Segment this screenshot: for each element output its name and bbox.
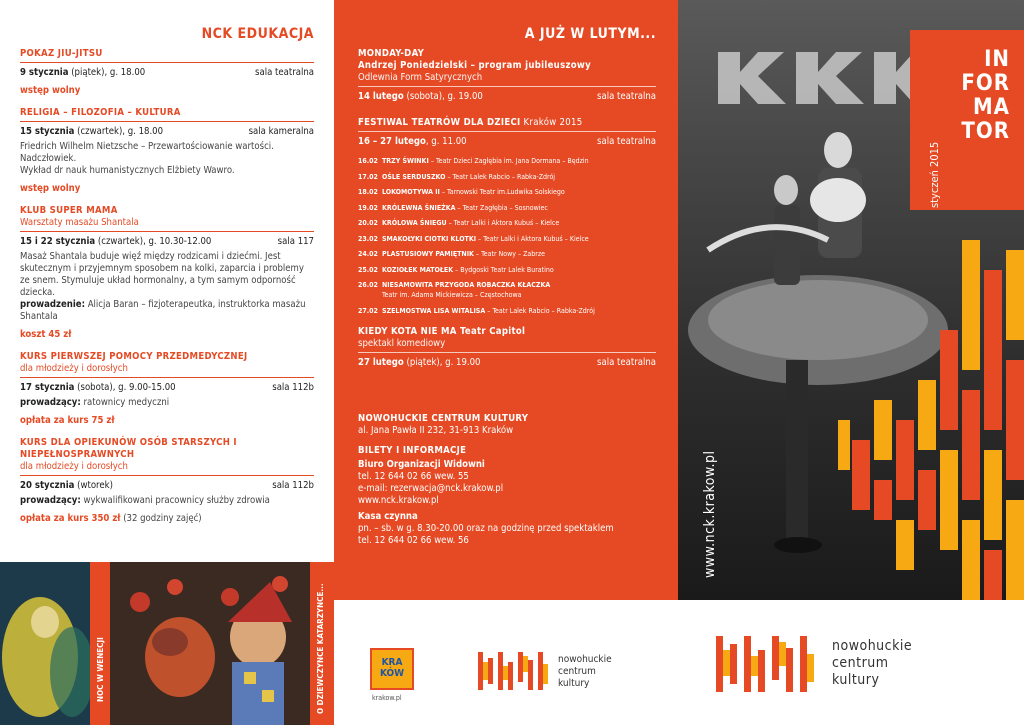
section-religia bbox=[20, 107, 314, 195]
festival-event-text bbox=[382, 187, 565, 197]
logos-strip bbox=[334, 600, 678, 725]
event-price: wstęp wolny bbox=[20, 85, 81, 96]
cash-desk-hours: pn. – sb. w g. 8.30-20.00 oraz na godzinę przed spektaklem bbox=[358, 522, 614, 534]
festival-event-row bbox=[358, 249, 656, 259]
price-note: (32 godziny zajęć) bbox=[120, 513, 202, 524]
festival-event-list bbox=[358, 156, 656, 316]
section-date-row bbox=[20, 382, 314, 394]
festival-event-title: KRÓLOWA ŚNIEGU bbox=[382, 219, 447, 227]
nck-logo-large bbox=[716, 636, 824, 692]
event-price: koszt 45 zł bbox=[20, 329, 72, 340]
festival-event-row bbox=[358, 172, 656, 182]
event-date: 27 lutego bbox=[358, 356, 404, 368]
festival-event-text bbox=[382, 218, 559, 228]
section-pierwsza-pomoc bbox=[20, 351, 314, 427]
event-time: (sobota), g. 19.00 bbox=[403, 91, 483, 102]
section-date-row bbox=[20, 236, 314, 248]
section-date-row bbox=[20, 67, 314, 79]
event-price: opłata za kurs 75 zł bbox=[20, 415, 115, 426]
festival-event-title: PLASTUSIOWY PAMIĘTNIK bbox=[382, 250, 474, 258]
box-office-title: Biuro Organizacji Widowni bbox=[358, 458, 485, 470]
box-office-email[interactable]: e-mail: rezerwacja@nck.krakow.pl bbox=[358, 482, 504, 494]
event-room: sala kameralna bbox=[248, 126, 314, 137]
festival-event-theatre: – Teatr Lalek Rabcio – Rabka-Zdrój bbox=[445, 172, 556, 181]
event-time: (piątek), g. 18.00 bbox=[68, 67, 146, 78]
event-price bbox=[20, 513, 314, 525]
event-date: 17 stycznia bbox=[20, 382, 75, 393]
festival-event-title: NIESAMOWITA PRZYGODA ROBACZKA KŁACZKA bbox=[382, 281, 551, 289]
section-festiwal bbox=[358, 117, 656, 316]
festival-event-text bbox=[382, 203, 548, 213]
event-description: Masaż Shantala buduje więź między rodzicami i dziećmi. Jest skutecznym i przyjemnym sposobem na kolki, zaparcia i problemy ze snem. Stymuluje układ hormonalny, a tym samym odporność dziecka. bbox=[20, 251, 304, 298]
theatre-photos bbox=[0, 562, 334, 725]
festival-event-theatre: – Teatr Zagłębia – Sosnowiec bbox=[455, 203, 548, 212]
festival-event-title: LOKOMOTYWA II bbox=[382, 188, 440, 196]
event-room: sala teatralna bbox=[597, 356, 656, 368]
event-time: (piątek), g. 19.00 bbox=[403, 356, 481, 368]
festival-event-row bbox=[358, 265, 656, 275]
informator-line: IN bbox=[984, 47, 1010, 72]
section-kiedy-kota bbox=[358, 326, 656, 369]
tickets-heading: BILETY I INFORMACJE bbox=[358, 444, 467, 456]
section-subtitle: spektakl komediowy bbox=[358, 337, 446, 349]
nck-logo-text: nowohuckie centrum kultury bbox=[832, 638, 913, 688]
event-room: sala 112b bbox=[272, 382, 314, 393]
org-name: NOWOHUCKIE CENTRUM KULTURY bbox=[358, 412, 529, 424]
lead-label: prowadzący: bbox=[20, 495, 81, 506]
box-office-phone: tel. 12 644 02 66 wew. 55 bbox=[358, 470, 469, 482]
section-title: MONDAY-DAY bbox=[358, 48, 425, 59]
section-title: KIEDY KOTA NIE MA Teatr Capitol bbox=[358, 325, 526, 337]
price-value: opłata za kurs 350 zł bbox=[20, 513, 121, 524]
section-opiekunowie bbox=[20, 437, 314, 525]
festival-event-row bbox=[358, 203, 656, 213]
luty-column bbox=[334, 0, 678, 600]
section-title: POKAZ JIU-JITSU bbox=[20, 48, 103, 59]
event-room: sala teatralna bbox=[255, 67, 314, 78]
festival-event-date: 17.02 bbox=[358, 172, 378, 181]
festival-event-date: 16.02 bbox=[358, 157, 378, 165]
section-subtitle: Warsztaty masażu Shantala bbox=[20, 217, 139, 228]
krakow-logo: KRA KÓW bbox=[370, 648, 414, 690]
event-price: wstęp wolny bbox=[20, 183, 81, 194]
festival-title-rest: Kraków 2015 bbox=[520, 117, 583, 128]
festival-event-row bbox=[358, 306, 656, 316]
festival-event-row bbox=[358, 156, 656, 166]
festival-event-title: SMAKOŁYKI CIOTKI KLOTKI bbox=[382, 234, 477, 243]
festival-event-date: 23.02 bbox=[358, 234, 378, 243]
festival-event-title: KOZIOŁEK MATOŁEK bbox=[382, 265, 454, 274]
festival-event-date: 25.02 bbox=[358, 265, 378, 274]
festival-event-theatre: – Teatr Lalki i Aktora Kubuś – Kielce bbox=[446, 219, 560, 227]
festival-event-row bbox=[358, 280, 656, 300]
event-room: sala teatralna bbox=[597, 91, 656, 102]
informator-line: MA bbox=[972, 95, 1010, 120]
section-subtitle: dla młodzieży i dorosłych bbox=[20, 461, 128, 472]
event-time: , g. 11.00 bbox=[425, 136, 467, 147]
festival-event-row bbox=[358, 234, 656, 244]
photo-strip bbox=[0, 562, 334, 725]
section-title: KLUB SUPER MAMA bbox=[20, 205, 118, 216]
section-subtitle: Odlewnia Form Satyrycznych bbox=[358, 72, 483, 83]
festival-event-title: TRZY ŚWINKI bbox=[382, 157, 429, 165]
event-room: sala teatralna bbox=[597, 136, 656, 147]
contact-block bbox=[358, 413, 656, 547]
section-title: KURS DLA OPIEKUNÓW OSÓB STARSZYCH I NIEPEŁNOSPRAWNYCH bbox=[20, 437, 237, 460]
festival-event-theatre: – Teatr Nowy – Zabrze bbox=[473, 250, 546, 258]
event-time: (czwartek), g. 10.30-12.00 bbox=[95, 236, 212, 247]
event-lead bbox=[20, 495, 314, 507]
section-date-row bbox=[358, 91, 656, 103]
event-date: 14 lutego bbox=[358, 91, 404, 102]
nck-logo-small bbox=[478, 652, 552, 690]
festival-event-date: 20.02 bbox=[358, 219, 378, 227]
informator-title bbox=[961, 48, 1010, 144]
festival-event-text bbox=[382, 306, 595, 316]
festival-event-theatre: – Teatr Lalek Rabcio – Rabka-Zdrój bbox=[485, 306, 595, 315]
event-date: 15 i 22 stycznia bbox=[20, 236, 96, 247]
lead-label: prowadzenie: bbox=[20, 299, 85, 310]
cover-panel bbox=[678, 0, 1024, 600]
festival-event-text bbox=[382, 172, 555, 182]
section-date-row bbox=[20, 480, 314, 492]
event-time: (sobota), g. 9.00-15.00 bbox=[74, 382, 176, 393]
section-date-row bbox=[20, 126, 314, 138]
festival-event-title: SZELMOSTWA LISA WITALISA bbox=[382, 306, 486, 315]
section-subtitle: dla młodzieży i dorosłych bbox=[20, 363, 128, 374]
section-title: KURS PIERWSZEJ POMOCY PRZEDMEDYCZNEJ bbox=[20, 351, 248, 362]
caption-o-dziewczynce: O DZIEWCZYNCE KATARZYNCE... bbox=[316, 583, 325, 714]
festival-event-date: 27.02 bbox=[358, 306, 378, 315]
krakow-logo-sub: krakow.pl bbox=[372, 694, 402, 702]
website-link[interactable]: www.nck.krakow.pl bbox=[358, 494, 439, 506]
event-room: sala 112b bbox=[272, 480, 314, 491]
event-description: Friedrich Wilhelm Nietzsche – Przewartościowanie wartości. Nadczłowiek. bbox=[20, 141, 274, 164]
lead-value: Alicja Baran – fizjoterapeutka, instruktorka masażu Shantala bbox=[20, 299, 306, 322]
issue-date: styczeń 2015 bbox=[928, 141, 941, 208]
section-monday-day bbox=[358, 48, 656, 103]
section-title: RELIGIA – FILOZOFIA – KULTURA bbox=[20, 107, 181, 118]
festival-title: FESTIWAL TEATRÓW DLA DZIECI bbox=[358, 117, 521, 128]
informator-box bbox=[910, 30, 1024, 210]
section-title bbox=[358, 117, 656, 129]
festival-event-date: 18.02 bbox=[358, 188, 378, 196]
lead-label: prowadzący: bbox=[20, 397, 81, 408]
edukacja-column bbox=[0, 0, 334, 562]
section-date-row bbox=[358, 136, 656, 148]
festival-event-row bbox=[358, 187, 656, 197]
festival-event-text bbox=[382, 249, 545, 259]
event-date: 20 stycznia bbox=[20, 480, 75, 491]
event-date: 9 stycznia bbox=[20, 67, 69, 78]
section-date-row bbox=[358, 357, 656, 369]
section-title2: Andrzej Poniedzielski – program jubileuszowy bbox=[358, 60, 591, 71]
event-description: Wykład dr nauk humanistycznych Elżbiety Wawro. bbox=[20, 165, 235, 176]
event-time: (wtorek) bbox=[74, 480, 113, 491]
caption-noc-w-wenecji: NOC W WENECJI bbox=[96, 637, 105, 702]
festival-event-text bbox=[382, 234, 589, 244]
event-date: 15 stycznia bbox=[20, 126, 75, 137]
event-lead bbox=[20, 397, 314, 409]
event-time: (czwartek), g. 18.00 bbox=[74, 126, 164, 137]
cover-url[interactable]: www.nck.krakow.pl bbox=[702, 450, 718, 578]
lead-value: wykwalifikowani pracownicy służby zdrowia bbox=[80, 495, 270, 506]
main-logo-strip bbox=[678, 600, 1024, 725]
festival-event-date: 24.02 bbox=[358, 250, 378, 258]
festival-event-text bbox=[382, 156, 589, 166]
festival-event-title: KRÓLEWNA ŚNIEŻKA bbox=[382, 203, 456, 212]
event-date: 16 – 27 lutego bbox=[358, 136, 426, 147]
festival-event-title: OŚLE SERDUSZKO bbox=[382, 172, 446, 181]
festival-event-theatre: – Teatr Lalki i Aktora Kubuś – Kielce bbox=[476, 234, 589, 243]
luty-heading: A JUŻ W LUTYM... bbox=[524, 26, 656, 42]
festival-event-date: 26.02 bbox=[358, 281, 378, 289]
festival-event-text bbox=[382, 265, 554, 275]
edukacja-heading: NCK EDUKACJA bbox=[201, 26, 314, 42]
event-lead bbox=[20, 299, 314, 323]
event-room: sala 117 bbox=[277, 236, 314, 247]
festival-event-theatre: – Tarnowski Teatr im.Ludwika Solskiego bbox=[439, 188, 565, 196]
festival-event-row bbox=[358, 218, 656, 228]
festival-event-theatre: Teatr im. Adama Mickiewicza – Częstochowa bbox=[382, 291, 522, 299]
festival-event-text bbox=[382, 280, 550, 300]
informator-line: TOR bbox=[961, 119, 1010, 144]
informator-line: FOR bbox=[961, 71, 1010, 96]
org-address: al. Jana Pawła II 232, 31-913 Kraków bbox=[358, 424, 514, 436]
cash-desk-phone: tel. 12 644 02 66 wew. 56 bbox=[358, 534, 469, 546]
festival-event-theatre: – Bydgoski Teatr Lalek Buratino bbox=[453, 265, 554, 274]
nck-logo-text-small: nowohuckie centrum kultury bbox=[558, 654, 612, 689]
festival-event-theatre: – Teatr Dzieci Zagłębia im. Jana Dormana – Będzin bbox=[428, 157, 589, 165]
section-jiu-jitsu bbox=[20, 48, 314, 97]
section-super-mama bbox=[20, 205, 314, 341]
festival-event-date: 19.02 bbox=[358, 203, 378, 212]
lead-value: ratownicy medyczni bbox=[80, 397, 170, 408]
cash-desk-title: Kasa czynna bbox=[358, 510, 418, 522]
